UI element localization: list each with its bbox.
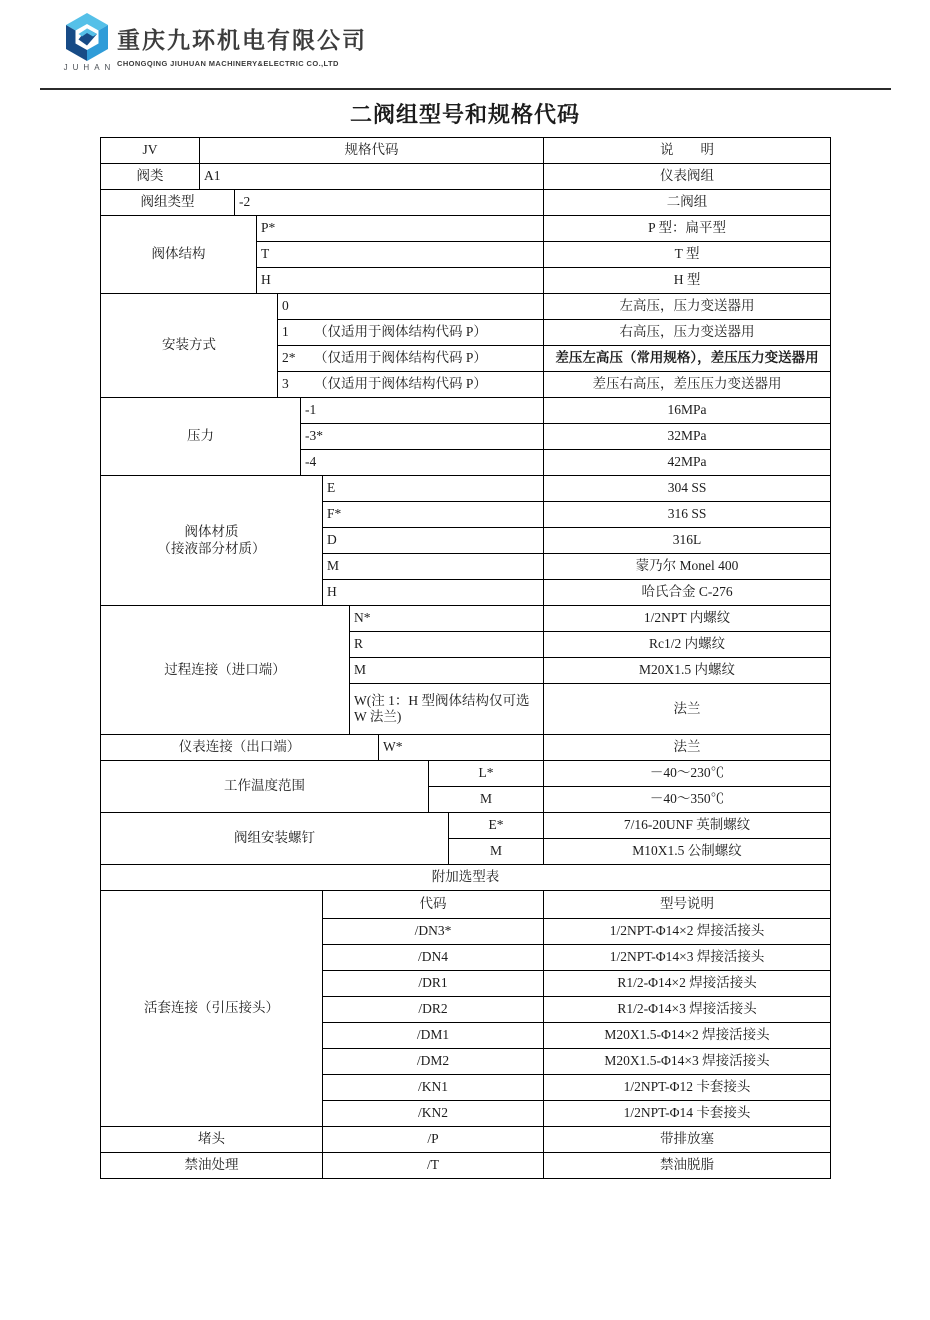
manifold-type-desc: 二阀组 <box>544 190 831 216</box>
oil-free-desc: 禁油脱脂 <box>544 1153 831 1179</box>
mounting-screw-desc: 7/16-20UNF 英制螺纹 <box>544 813 831 839</box>
union-connection-code: /DN3* <box>323 919 544 945</box>
body-material-desc: 蒙乃尔 Monel 400 <box>544 554 831 580</box>
pressure-code: -3* <box>301 424 544 450</box>
body-material-code: H <box>323 580 544 606</box>
mounting-code <box>278 346 544 372</box>
table-row <box>101 891 831 919</box>
body-material-label <box>101 476 323 606</box>
process-connection-desc: M20X1.5 内螺纹 <box>544 658 831 684</box>
spec-table <box>100 137 831 1179</box>
mounting-label: 安装方式 <box>101 294 278 398</box>
mounting-code-value: 0 <box>282 298 289 314</box>
table-row <box>101 761 831 787</box>
table-row <box>101 216 831 242</box>
spec-code-header-cell: 规格代码 <box>200 138 544 164</box>
union-connection-desc: M20X1.5-Φ14×2 焊接活接头 <box>544 1023 831 1049</box>
mounting-code-value: 1 <box>282 324 289 340</box>
process-connection-code: M <box>350 658 544 684</box>
union-connection-desc: R1/2-Φ14×3 焊接活接头 <box>544 997 831 1023</box>
body-material-code: E <box>323 476 544 502</box>
mounting-code-note: （仅适用于阀体结构代码 P） <box>314 324 487 340</box>
instrument-connection-label: 仪表连接（出口端） <box>101 735 379 761</box>
body-structure-code: T <box>257 242 544 268</box>
union-connection-code: /KN1 <box>323 1075 544 1101</box>
pressure-desc: 16MPa <box>544 398 831 424</box>
body-material-code: M <box>323 554 544 580</box>
mounting-code-value: 3 <box>282 376 289 392</box>
table-row <box>101 398 831 424</box>
manifold-type-code: -2 <box>235 190 544 216</box>
union-connection-code: /DR1 <box>323 971 544 997</box>
process-connection-desc: 1/2NPT 内螺纹 <box>544 606 831 632</box>
temp-range-code: L* <box>429 761 544 787</box>
process-connection-code: N* <box>350 606 544 632</box>
process-connection-code: W(注 1：H 型阀体结构仅可选 W 法兰) <box>350 684 544 735</box>
company-block <box>117 22 367 68</box>
plug-desc: 带排放塞 <box>544 1127 831 1153</box>
plug-code: /P <box>323 1127 544 1153</box>
temp-range-code: M <box>429 787 544 813</box>
body-material-desc: 316 SS <box>544 502 831 528</box>
table-row <box>101 865 831 891</box>
table-row <box>101 1127 831 1153</box>
union-connection-code: /DM2 <box>323 1049 544 1075</box>
company-name: 重庆九环机电有限公司 <box>117 27 367 53</box>
process-connection-code: R <box>350 632 544 658</box>
jv-header-cell: JV <box>101 138 200 164</box>
table-row <box>101 294 831 320</box>
mounting-desc: 差压左高压（常用规格），差压压力变送器用 <box>544 346 831 372</box>
manifold-type-label: 阀组类型 <box>101 190 235 216</box>
union-connection-desc: 1/2NPT-Φ14×3 焊接活接头 <box>544 945 831 971</box>
mounting-screw-label: 阀组安装螺钉 <box>101 813 449 865</box>
union-connection-desc: 1/2NPT-Φ12 卡套接头 <box>544 1075 831 1101</box>
table-row <box>101 813 831 839</box>
body-structure-label: 阀体结构 <box>101 216 257 294</box>
mounting-code <box>278 372 544 398</box>
mounting-screw-desc: M10X1.5 公制螺纹 <box>544 839 831 865</box>
union-connection-code: /KN2 <box>323 1101 544 1127</box>
process-connection-label: 过程连接（进口端） <box>101 606 350 735</box>
header-rule <box>40 88 891 90</box>
body-structure-code: H <box>257 268 544 294</box>
body-material-desc: 316L <box>544 528 831 554</box>
mounting-screw-code: M <box>449 839 544 865</box>
body-structure-desc: P 型：扁平型 <box>544 216 831 242</box>
desc-header-cell: 说 明 <box>544 138 831 164</box>
body-material-label-line2: （接液部分材质） <box>157 540 266 556</box>
instrument-connection-code: W* <box>379 735 544 761</box>
table-row <box>101 606 831 632</box>
temp-range-desc: －40～230℃ <box>544 761 831 787</box>
mounting-screw-code: E* <box>449 813 544 839</box>
additional-code-header: 代码 <box>323 891 544 919</box>
table-row <box>101 190 831 216</box>
union-connection-code: /DM1 <box>323 1023 544 1049</box>
body-structure-desc: T 型 <box>544 242 831 268</box>
mounting-desc: 右高压，压力变送器用 <box>544 320 831 346</box>
process-connection-desc: Rc1/2 内螺纹 <box>544 632 831 658</box>
valve-class-label: 阀类 <box>101 164 200 190</box>
body-structure-code: P* <box>257 216 544 242</box>
mounting-code <box>278 320 544 346</box>
union-connection-desc: 1/2NPT-Φ14 卡套接头 <box>544 1101 831 1127</box>
body-material-code: F* <box>323 502 544 528</box>
additional-desc-header: 型号说明 <box>544 891 831 919</box>
plug-label: 堵头 <box>101 1127 323 1153</box>
body-material-desc: 304 SS <box>544 476 831 502</box>
table-row <box>101 138 831 164</box>
body-material-code: D <box>323 528 544 554</box>
mounting-desc: 左高压，压力变送器用 <box>544 294 831 320</box>
mounting-code-note: （仅适用于阀体结构代码 P） <box>314 376 487 392</box>
pressure-code: -4 <box>301 450 544 476</box>
mounting-code <box>278 294 544 320</box>
union-connection-code: /DN4 <box>323 945 544 971</box>
instrument-connection-desc: 法兰 <box>544 735 831 761</box>
pressure-desc: 32MPa <box>544 424 831 450</box>
temp-range-desc: －40～350℃ <box>544 787 831 813</box>
table-row <box>101 1153 831 1179</box>
page-header <box>40 10 890 80</box>
table-row <box>101 476 831 502</box>
mounting-code-note: （仅适用于阀体结构代码 P） <box>314 350 487 366</box>
process-connection-desc: 法兰 <box>544 684 831 735</box>
additional-options-title: 附加选型表 <box>101 865 831 891</box>
temp-range-label: 工作温度范围 <box>101 761 429 813</box>
body-material-desc: 哈氏合金 C-276 <box>544 580 831 606</box>
oil-free-code: /T <box>323 1153 544 1179</box>
pressure-desc: 42MPa <box>544 450 831 476</box>
union-connection-desc: 1/2NPT-Φ14×2 焊接活接头 <box>544 919 831 945</box>
pressure-label: 压力 <box>101 398 301 476</box>
hexagon-logo-icon <box>62 12 112 62</box>
logo-wordmark: JUHAN <box>63 63 116 72</box>
company-logo <box>54 12 120 72</box>
body-structure-desc: H 型 <box>544 268 831 294</box>
mounting-desc: 差压右高压，差压压力变送器用 <box>544 372 831 398</box>
union-connection-code: /DR2 <box>323 997 544 1023</box>
union-connection-label: 活套连接（引压接头） <box>101 891 323 1127</box>
oil-free-label: 禁油处理 <box>101 1153 323 1179</box>
union-connection-desc: R1/2-Φ14×2 焊接活接头 <box>544 971 831 997</box>
table-row <box>101 164 831 190</box>
union-connection-desc: M20X1.5-Φ14×3 焊接活接头 <box>544 1049 831 1075</box>
table-row <box>101 735 831 761</box>
page-title: 二阀组型号和规格代码 <box>349 102 580 127</box>
body-material-label-line1: 阀体材质 <box>184 524 239 540</box>
mounting-code-value: 2* <box>282 350 296 366</box>
pressure-code: -1 <box>301 398 544 424</box>
valve-class-code: A1 <box>200 164 544 190</box>
company-name-en: CHONGQING JIUHUAN MACHINERY&ELECTRIC CO.,LTD <box>117 59 339 68</box>
valve-class-desc: 仪表阀组 <box>544 164 831 190</box>
